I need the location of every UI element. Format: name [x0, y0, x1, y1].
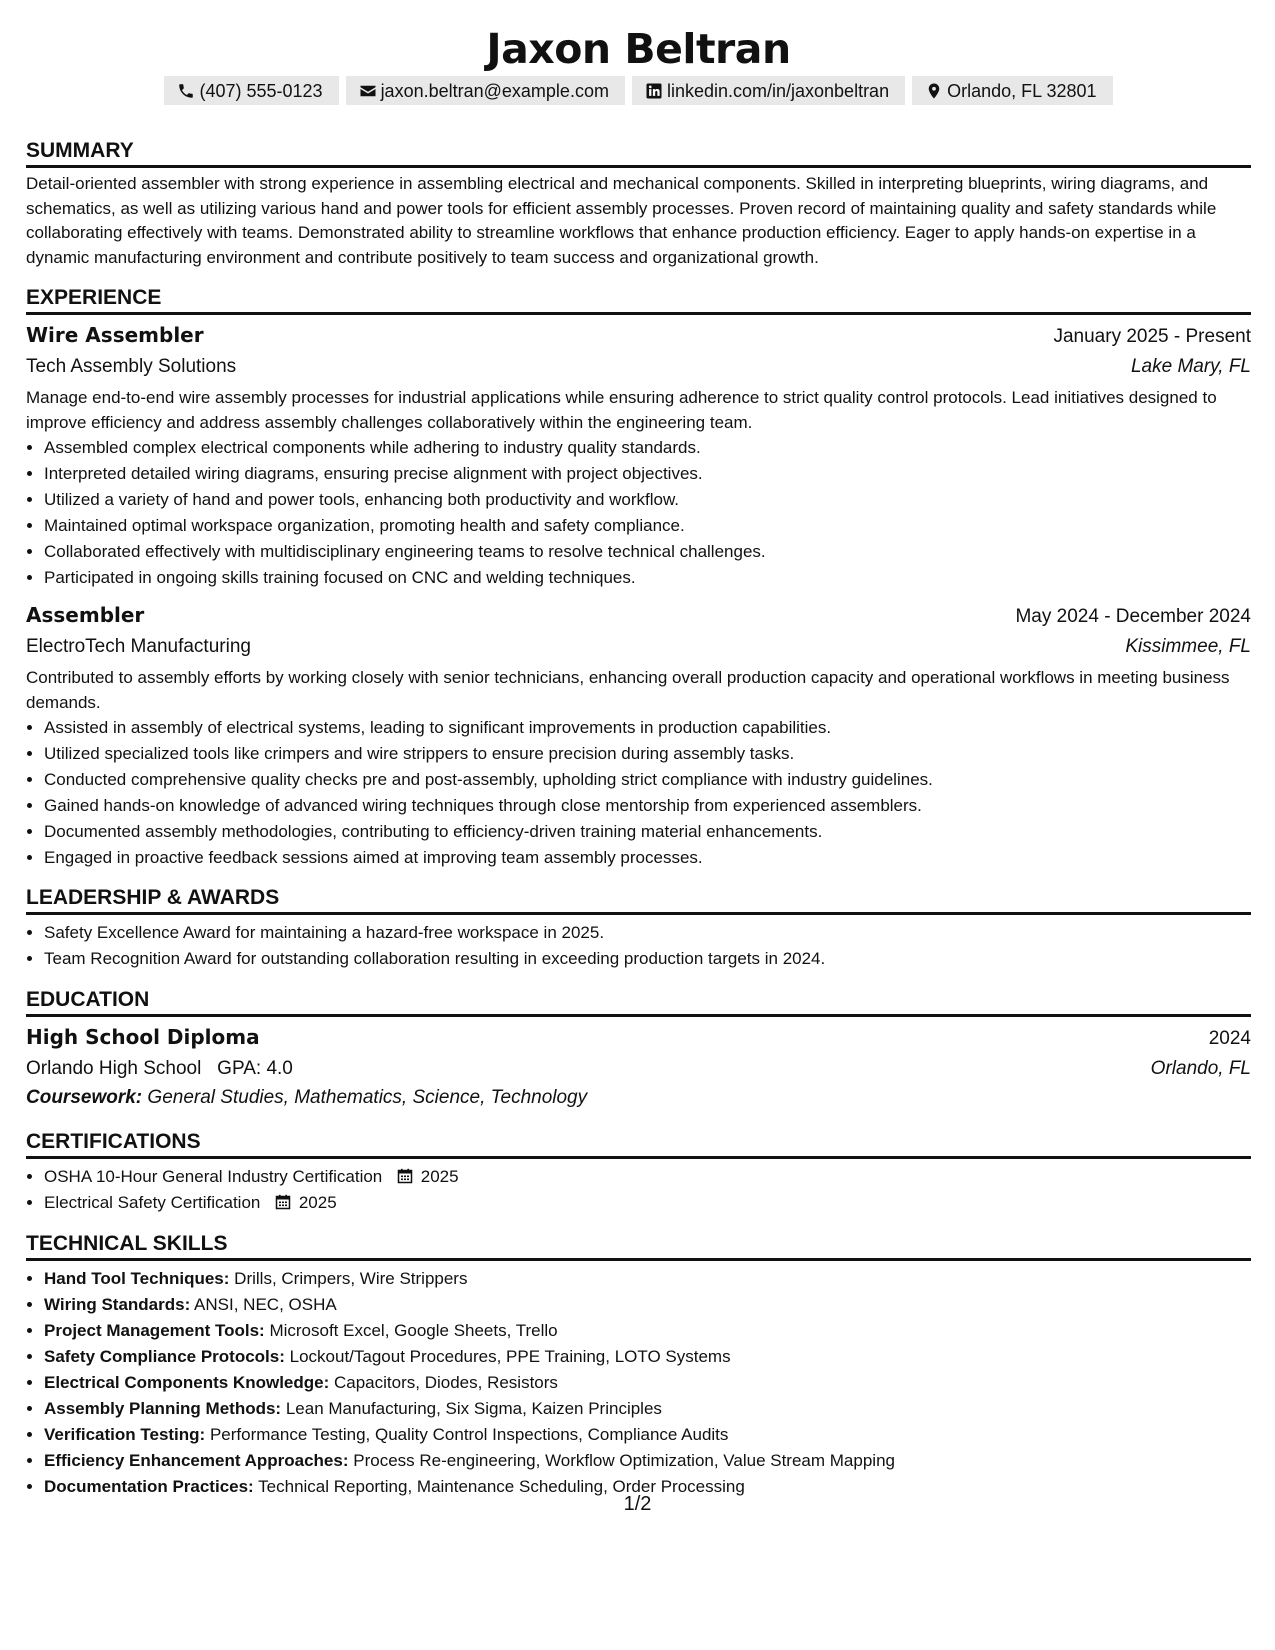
list-item	[44, 1422, 1251, 1448]
list-item: • Gained hands-on knowledge of advanced wiring techniques through close mentorship from experienced assemblers.	[44, 793, 1251, 819]
section-title-experience: EXPERIENCE	[26, 285, 1251, 315]
linkedin-text: linkedin.com/in/jaxonbeltran	[666, 80, 890, 101]
contact-location	[912, 76, 1112, 105]
list-item: • Documented assembly methodologies, contributing to efficiency-driven training material enhancements.	[44, 819, 1251, 845]
skill-label: Documentation Practices:	[44, 1477, 254, 1496]
list-item: • Safety Excellence Award for maintaining a hazard-free workspace in 2025.	[44, 920, 1251, 946]
school-name-line	[26, 1055, 293, 1083]
certifications-section	[26, 1129, 1251, 1216]
skill-value: Lockout/Tagout Procedures, PPE Training, LOTO Systems	[289, 1347, 731, 1366]
list-item	[44, 1344, 1251, 1370]
section-title-summary: SUMMARY	[26, 138, 1251, 168]
list-item	[44, 1190, 1251, 1216]
list-item	[44, 1164, 1251, 1190]
list-item: • Conducted comprehensive quality checks pre and post-assembly, upholding strict compliance with industry guidelines.	[44, 767, 1251, 793]
skill-value: Performance Testing, Quality Control Inspections, Compliance Audits	[209, 1425, 729, 1444]
resume-page	[26, 22, 1251, 1500]
list-item: • Interpreted detailed wiring diagrams, ensuring precise alignment with project objectives.	[44, 461, 1251, 487]
list-item: • Participated in ongoing skills training focused on CNC and welding techniques.	[44, 565, 1251, 591]
certification-year: 2025	[298, 1193, 337, 1212]
skills-list	[26, 1266, 1251, 1500]
job-location: Kissimmee, FL	[1125, 636, 1251, 657]
contact-linkedin[interactable]	[632, 76, 905, 105]
job-title: Wire Assembler	[26, 323, 204, 347]
skills-section	[26, 1231, 1251, 1500]
certification-list	[26, 1164, 1251, 1216]
list-item: • Assisted in assembly of electrical systems, leading to significant improvements in production capabilities.	[44, 715, 1251, 741]
leadership-section	[26, 885, 1251, 972]
location-text: Orlando, FL 32801	[947, 80, 1097, 101]
linkedin-icon	[645, 82, 663, 100]
calendar-icon	[397, 1168, 413, 1184]
list-item: • Utilized specialized tools like crimpers and wire strippers to ensure precision during assembly tasks.	[44, 741, 1251, 767]
list-item	[44, 1318, 1251, 1344]
job-entry	[26, 319, 1251, 591]
job-description: Contributed to assembly efforts by working closely with senior technicians, enhancing overall production capacity and operational workflows in meeting business demands.	[26, 668, 1230, 712]
skill-label: Verification Testing:	[44, 1425, 206, 1444]
skill-value: Microsoft Excel, Google Sheets, Trello	[269, 1321, 558, 1340]
contact-phone	[164, 76, 338, 105]
contact-bar	[26, 76, 1251, 105]
section-title-education: EDUCATION	[26, 987, 1251, 1017]
skill-label: Assembly Planning Methods:	[44, 1399, 282, 1418]
education-section	[26, 987, 1251, 1112]
job-bullets	[26, 715, 1251, 871]
coursework-label: Coursework:	[26, 1087, 143, 1108]
envelope-icon	[359, 82, 377, 100]
job-company: ElectroTech Manufacturing	[26, 636, 251, 657]
skill-label: Safety Compliance Protocols:	[44, 1347, 285, 1366]
job-company: Tech Assembly Solutions	[26, 356, 237, 377]
list-item: • Team Recognition Award for outstanding collaboration resulting in exceeding production targets in 2024.	[44, 946, 1251, 972]
job-dates: May 2024 - December 2024	[1015, 606, 1251, 627]
calendar-icon	[275, 1194, 291, 1210]
degree-title: High School Diploma	[26, 1025, 260, 1049]
skill-label: Hand Tool Techniques:	[44, 1269, 230, 1288]
phone-icon	[177, 82, 195, 100]
list-item	[44, 1266, 1251, 1292]
skill-label: Project Management Tools:	[44, 1321, 265, 1340]
list-item: • Engaged in proactive feedback sessions aimed at improving team assembly processes.	[44, 845, 1251, 871]
job-location: Lake Mary, FL	[1130, 356, 1251, 377]
list-item	[44, 1396, 1251, 1422]
list-item: • Collaborated effectively with multidisciplinary engineering teams to resolve technical challenges.	[44, 539, 1251, 565]
list-item	[44, 1370, 1251, 1396]
summary-text: Detail-oriented assembler with strong experience in assembling electrical and mechanical components. Skilled in interpreting blueprints, wiring diagrams, and schematics, as well as utilizing various hand and power tools for efficient assembly processes. Proven record of maintaining quality and safety standards while collaborating effectively with teams. Demonstrated ability to streamline workflows that enhance production efficiency. Eager to apply hands-on expertise in a dynamic manufacturing environment and contribute positively to team success and organizational growth.	[26, 174, 1217, 267]
certification-name: Electrical Safety Certification	[44, 1193, 261, 1212]
skill-value: ANSI, NEC, OSHA	[194, 1295, 337, 1314]
phone-text: (407) 555-0123	[199, 80, 323, 101]
section-title-leadership: LEADERSHIP & AWARDS	[26, 885, 1251, 915]
contact-email[interactable]	[346, 76, 625, 105]
list-item: • Utilized a variety of hand and power tools, enhancing both productivity and workflow.	[44, 487, 1251, 513]
coursework-list: General Studies, Mathematics, Science, Technology	[147, 1087, 588, 1108]
page-number: 1/2	[623, 1493, 652, 1515]
section-title-skills: TECHNICAL SKILLS	[26, 1231, 1251, 1261]
skill-value: Drills, Crimpers, Wire Strippers	[234, 1269, 468, 1288]
certification-name: OSHA 10-Hour General Industry Certification	[44, 1167, 383, 1186]
skill-value: Lean Manufacturing, Six Sigma, Kaizen Principles	[285, 1399, 662, 1418]
school-location: Orlando, FL	[1150, 1058, 1251, 1079]
skill-label: Electrical Components Knowledge:	[44, 1373, 330, 1392]
candidate-name: Jaxon Beltran	[486, 25, 791, 73]
skill-label: Wiring Standards:	[44, 1295, 191, 1314]
skill-value: Process Re-engineering, Workflow Optimization, Value Stream Mapping	[353, 1451, 895, 1470]
graduation-year: 2024	[1208, 1028, 1251, 1049]
summary-section	[26, 138, 1251, 270]
award-list	[26, 920, 1251, 972]
list-item	[44, 1448, 1251, 1474]
coursework	[26, 1083, 1251, 1112]
email-text: jaxon.beltran@example.com	[380, 80, 609, 101]
map-pin-icon	[925, 82, 943, 100]
skill-label: Efficiency Enhancement Approaches:	[44, 1451, 349, 1470]
job-bullets	[26, 435, 1251, 591]
experience-section	[26, 285, 1251, 871]
certification-year: 2025	[420, 1167, 459, 1186]
section-title-certifications: CERTIFICATIONS	[26, 1129, 1251, 1159]
list-item: • Maintained optimal workspace organization, promoting health and safety compliance.	[44, 513, 1251, 539]
job-title: Assembler	[26, 603, 145, 627]
job-description: Manage end-to-end wire assembly processes for industrial applications while ensuring adherence to strict quality control protocols. Lead initiatives designed to improve efficiency and address assembly challenges collaboratively within the engineering team.	[26, 388, 1217, 432]
school-name: Orlando High School	[26, 1058, 202, 1079]
gpa: GPA: 4.0	[217, 1058, 293, 1079]
job-entry	[26, 599, 1251, 871]
skill-value: Technical Reporting, Maintenance Scheduling, Order Processing	[258, 1477, 745, 1496]
job-dates: January 2025 - Present	[1053, 326, 1251, 347]
list-item: • Assembled complex electrical components while adhering to industry quality standards.	[44, 435, 1251, 461]
skill-value: Capacitors, Diodes, Resistors	[334, 1373, 558, 1392]
list-item	[44, 1292, 1251, 1318]
